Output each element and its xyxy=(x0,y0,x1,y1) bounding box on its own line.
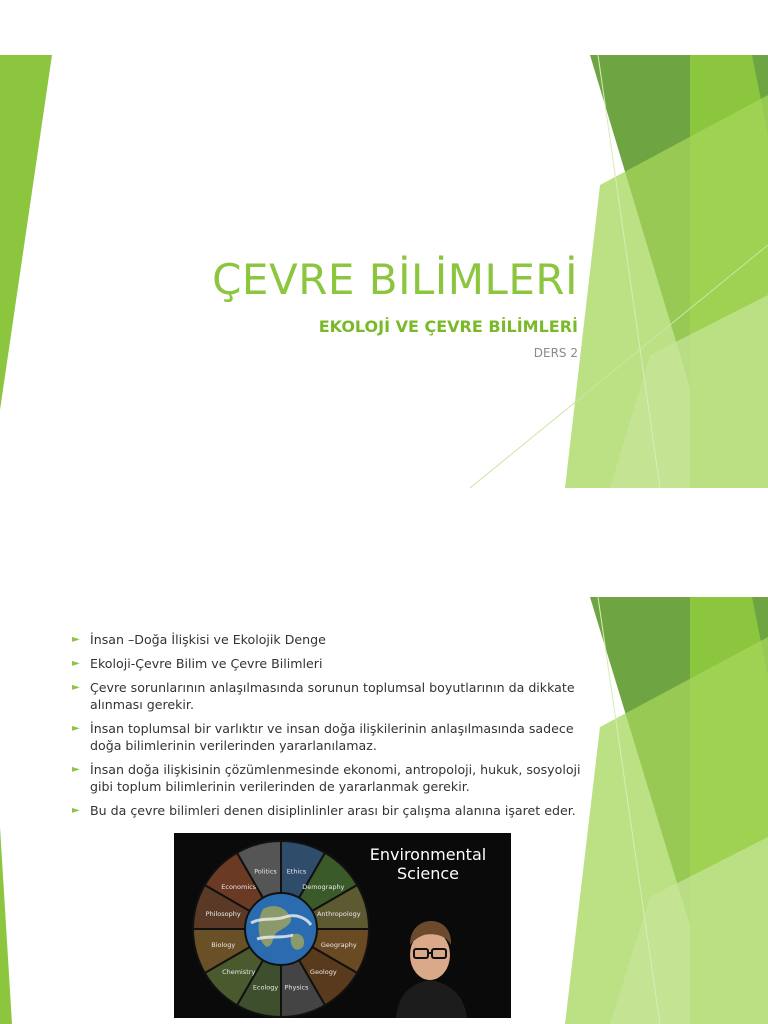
bullet-list xyxy=(72,631,602,826)
video-title: Environmental Science xyxy=(369,845,487,883)
bullet-item: ► İnsan doğa ilişkisinin çözümlenmesinde ekonomi, antropoloji, hukuk, sosyoloji gibi toplum bilimlerinin verilerinden de yararlanmak gerekir. xyxy=(72,762,581,794)
wheel-label: Philosophy xyxy=(205,910,241,919)
left-green-band xyxy=(0,55,52,410)
bullet-arrow-icon: ► xyxy=(72,723,80,734)
presenter-figure xyxy=(396,921,467,1018)
content-slide xyxy=(0,597,768,1024)
bullet-arrow-icon: ► xyxy=(72,634,80,645)
wheel-label: Geology xyxy=(309,967,337,976)
wheel-label: Chemistry xyxy=(222,967,256,976)
wheel-label: Anthropology xyxy=(316,910,361,919)
wheel-label: Ecology xyxy=(252,983,279,992)
slide-title: ÇEVRE BİLİMLERİ xyxy=(212,255,578,304)
wheel-label: Biology xyxy=(211,940,236,949)
slide-subtitle: EKOLOJİ VE ÇEVRE BİLİMLERİ xyxy=(318,317,578,336)
left-green-sliver xyxy=(0,827,12,1024)
bullet-arrow-icon: ► xyxy=(72,658,80,669)
bullet-item: ► Ekoloji-Çevre Bilim ve Çevre Bilimleri xyxy=(72,656,323,671)
wheel-label: Demography xyxy=(302,883,345,892)
wheel-label: Economics xyxy=(221,883,257,892)
wheel-label: Geography xyxy=(320,940,357,949)
wheel-label: Ethics xyxy=(286,867,307,876)
wheel-label: Physics xyxy=(284,983,309,992)
title-slide xyxy=(0,55,768,488)
bullet-arrow-icon: ► xyxy=(72,682,80,693)
bullet-item: ► Bu da çevre bilimleri denen disiplinlinler arası bir çalışma alanına işaret eder. xyxy=(72,803,576,818)
video-thumbnail[interactable] xyxy=(174,833,511,1018)
bullet-item: ► Çevre sorunlarının anlaşılmasında sorunun toplumsal boyutlarının da dikkate alınması gerekir. xyxy=(72,680,575,712)
bullet-item: ► İnsan toplumsal bir varlıktır ve insan doğa ilişkilerinin anlaşılmasında sadece doğa bilimlerinin verilerinden yararlanılamaz. xyxy=(72,721,574,753)
bullet-item: ► İnsan –Doğa İlişkisi ve Ekolojik Denge xyxy=(72,632,326,647)
wheel-label: Politics xyxy=(254,867,277,876)
bullet-arrow-icon: ► xyxy=(72,805,80,816)
lesson-label: DERS 2 xyxy=(533,346,578,360)
bullet-arrow-icon: ► xyxy=(72,764,80,775)
